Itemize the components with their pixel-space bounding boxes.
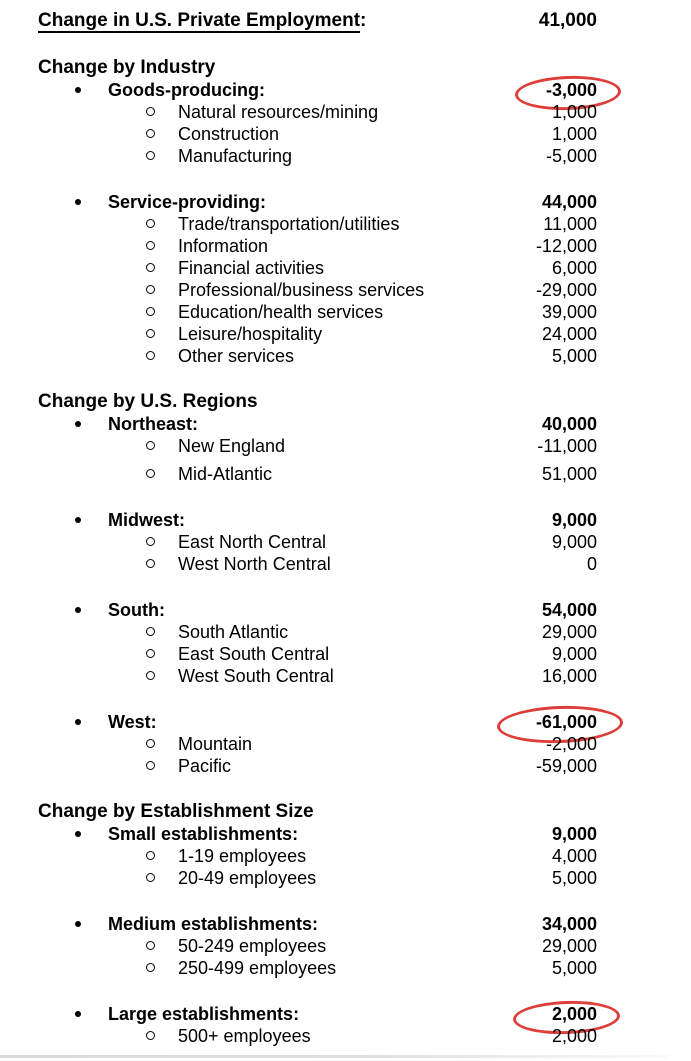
circle-bullet-icon (146, 285, 155, 294)
subcategory-row (38, 279, 597, 301)
report-title (38, 10, 477, 32)
circle-bullet-icon (146, 107, 155, 116)
subcategory-row (38, 553, 597, 575)
circle-bullet-icon (146, 739, 155, 748)
subcategory-label: Professional/business services (38, 280, 477, 301)
subcategory-row (38, 323, 597, 345)
subcategory-row (38, 845, 597, 867)
circle-bullet-icon (146, 351, 155, 360)
subcategory-value: 9,000 (551, 531, 597, 552)
report-title-text: Change in U.S. Private Employment (38, 10, 361, 31)
subcategory-label: West South Central (38, 666, 477, 687)
bullet-icon (75, 199, 81, 205)
circle-bullet-icon (146, 1031, 155, 1040)
category-row (38, 823, 597, 845)
circle-bullet-icon (146, 963, 155, 972)
subcategory-label: East North Central (38, 532, 477, 553)
subcategory-label: New England (38, 436, 477, 457)
category-row (38, 509, 597, 531)
category-value: -3,000 (477, 80, 597, 101)
circle-bullet-icon (146, 559, 155, 568)
category-label: Goods-producing: (38, 80, 477, 101)
subcategory-row (38, 213, 597, 235)
category-label: South: (38, 600, 477, 621)
circle-bullet-icon (146, 761, 155, 770)
subcategory-label: Leisure/hospitality (38, 324, 477, 345)
subcategory-label: Trade/transportation/utilities (38, 214, 477, 235)
category-value: 9,000 (551, 509, 597, 530)
section-heading: Change by Industry (38, 56, 216, 78)
subcategory-value: 16,000 (541, 665, 597, 686)
group-west (38, 711, 597, 777)
subcategory-value: 0 (586, 553, 597, 574)
section-industry (38, 56, 597, 367)
circle-bullet-icon (146, 219, 155, 228)
subcategory-value: 11,000 (543, 213, 597, 234)
category-value: 2,000 (477, 1004, 597, 1025)
subcategory-value: 29,000 (541, 935, 597, 956)
bullet-icon (75, 607, 81, 613)
group-northeast (38, 413, 597, 485)
subcategory-row (38, 101, 597, 123)
subcategory-value: 51,000 (541, 463, 597, 484)
subcategory-label: 50-249 employees (38, 936, 477, 957)
subcategory-label: West North Central (38, 554, 477, 575)
category-label: Midwest: (38, 510, 477, 531)
subcategory-label: Natural resources/mining (38, 102, 477, 123)
subcategory-label: 1-19 employees (38, 846, 477, 867)
subcategory-value: 24,000 (541, 323, 597, 344)
subcategory-row (38, 867, 597, 889)
subcategory-value: -2,000 (545, 733, 597, 754)
bullet-icon (75, 1011, 81, 1017)
subcategory-value: 1,000 (551, 101, 597, 122)
group-goods-producing (38, 79, 597, 167)
subcategory-row (38, 345, 597, 367)
bullet-icon (75, 87, 81, 93)
subcategory-label: Manufacturing (38, 146, 477, 167)
category-row (38, 711, 597, 733)
category-row (38, 599, 597, 621)
circle-bullet-icon (146, 649, 155, 658)
subcategory-label: 20-49 employees (38, 868, 477, 889)
subcategory-row (38, 435, 597, 457)
subcategory-value: 5,000 (551, 867, 597, 888)
circle-bullet-icon (146, 671, 155, 680)
category-row (38, 79, 597, 101)
report-title-colon: : (360, 10, 367, 31)
subcategory-label: 250-499 employees (38, 958, 477, 979)
bullet-icon (75, 517, 81, 523)
category-label: Small establishments: (38, 824, 477, 845)
subcategory-row (38, 235, 597, 257)
category-label: West: (38, 712, 477, 733)
circle-bullet-icon (146, 873, 155, 882)
subcategory-label: South Atlantic (38, 622, 477, 643)
category-value: 54,000 (541, 599, 597, 620)
subcategory-value: 5,000 (551, 345, 597, 366)
subcategory-row (38, 733, 597, 755)
subcategory-label: Pacific (38, 756, 477, 777)
subcategory-value: 6,000 (551, 257, 597, 278)
subcategory-value: -5,000 (545, 145, 597, 166)
subcategory-value: 5,000 (551, 957, 597, 978)
subcategory-row (38, 665, 597, 687)
group-small-establishments (38, 823, 597, 889)
circle-bullet-icon (146, 241, 155, 250)
circle-bullet-icon (146, 129, 155, 138)
category-row (38, 413, 597, 435)
subcategory-value: -11,000 (537, 435, 597, 456)
subcategory-label: Information (38, 236, 477, 257)
category-label: Medium establishments: (38, 914, 477, 935)
category-row (38, 1003, 597, 1025)
subcategory-label: Construction (38, 124, 477, 145)
subcategory-value: 39,000 (541, 301, 597, 322)
category-value: 44,000 (541, 191, 597, 212)
section-regions (38, 390, 597, 777)
category-value: 34,000 (541, 913, 597, 934)
subcategory-row (38, 621, 597, 643)
subcategory-row (38, 935, 597, 957)
subcategory-value: -59,000 (535, 755, 597, 776)
subcategory-label: East South Central (38, 644, 477, 665)
subcategory-row (38, 301, 597, 323)
subcategory-value: 9,000 (551, 643, 597, 664)
subcategory-row (38, 123, 597, 145)
subcategory-row (38, 755, 597, 777)
subcategory-value: 29,000 (541, 621, 597, 642)
section-heading: Change by U.S. Regions (38, 390, 258, 412)
subcategory-label: Education/health services (38, 302, 477, 323)
bullet-icon (75, 921, 81, 927)
report-title-row (38, 9, 597, 33)
category-label: Northeast: (38, 414, 477, 435)
bullet-icon (75, 421, 81, 427)
category-value: 40,000 (541, 413, 597, 434)
subcategory-value: -29,000 (535, 279, 597, 300)
category-value: -61,000 (477, 712, 597, 733)
total-value: 41,000 (538, 10, 597, 31)
section-establishment-size (38, 800, 597, 1047)
subcategory-value: -12,000 (535, 235, 597, 256)
subcategory-row (38, 145, 597, 167)
circle-bullet-icon (146, 627, 155, 636)
subcategory-row (38, 531, 597, 553)
subcategory-label: 500+ employees (38, 1026, 477, 1047)
circle-bullet-icon (146, 941, 155, 950)
group-service-providing (38, 191, 597, 367)
subcategory-label: Mid-Atlantic (38, 464, 477, 485)
circle-bullet-icon (146, 263, 155, 272)
bullet-icon (75, 831, 81, 837)
subcategory-row (38, 643, 597, 665)
category-row (38, 191, 597, 213)
subcategory-row (38, 257, 597, 279)
group-medium-establishments (38, 913, 597, 979)
category-value: 9,000 (551, 823, 597, 844)
circle-bullet-icon (146, 329, 155, 338)
subcategory-row (38, 463, 597, 485)
subcategory-row (38, 957, 597, 979)
group-south (38, 599, 597, 687)
subcategory-value: 2,000 (551, 1025, 597, 1046)
circle-bullet-icon (146, 537, 155, 546)
category-label: Large establishments: (38, 1004, 477, 1025)
circle-bullet-icon (146, 441, 155, 450)
subcategory-row (38, 1025, 597, 1047)
category-row (38, 913, 597, 935)
group-midwest (38, 509, 597, 575)
circle-bullet-icon (146, 851, 155, 860)
bullet-icon (75, 719, 81, 725)
section-heading: Change by Establishment Size (38, 800, 314, 822)
subcategory-value: 1,000 (551, 123, 597, 144)
group-large-establishments (38, 1003, 597, 1047)
category-label: Service-providing: (38, 192, 477, 213)
circle-bullet-icon (146, 469, 155, 478)
page-edge-shadow (0, 1055, 670, 1058)
subcategory-value: 4,000 (551, 845, 597, 866)
subcategory-label: Financial activities (38, 258, 477, 279)
subcategory-label: Mountain (38, 734, 477, 755)
circle-bullet-icon (146, 307, 155, 316)
subcategory-label: Other services (38, 346, 477, 367)
circle-bullet-icon (146, 151, 155, 160)
